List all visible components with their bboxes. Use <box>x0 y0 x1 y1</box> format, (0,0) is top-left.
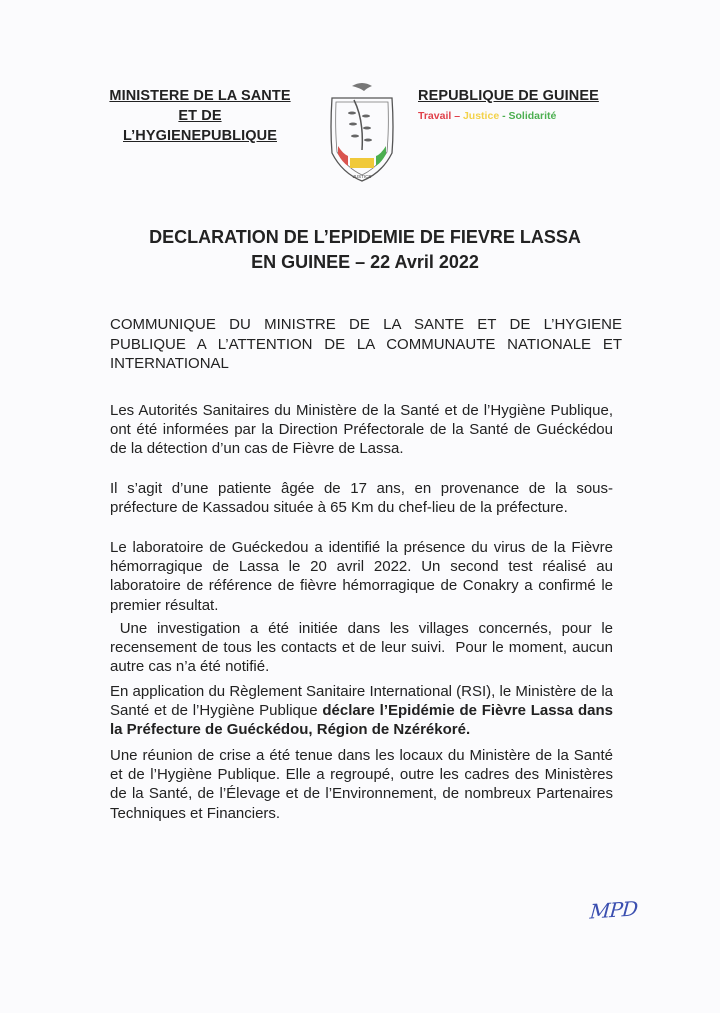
motto-separator: – <box>451 110 463 122</box>
motto-justice: Justice <box>462 110 500 122</box>
communique-heading: COMMUNIQUE DU MINISTRE DE LA SANTE ET DE L’HYGIENE PUBLIQUE A L’ATTENTION DE LA COMMUNAUTE NATIONALE ET INTERNATIONAL <box>110 316 622 372</box>
ministry-name <box>100 86 300 146</box>
paragraph-2: Il s’agit d’une patiente âgée de 17 ans, en provenance de la sous-préfecture de Kassadou située à 65 Km du chef-lieu de la préfecture. <box>110 480 613 517</box>
paragraph-5-text: En application du Règlement Sanitaire International (RSI), le Ministère de la Santé et de l’Hygiène Publique <box>110 683 613 720</box>
paragraph-6: Une réunion de crise a été tenue dans les locaux du Ministère de la Santé et de l’Hygiène Publique. Elle a regroupé, outre les cadres des Ministères de la Santé, de l’Élevage et de l’Environnement, de nombreux Partenaires Techniques et Financiers. <box>110 747 613 822</box>
motto-solidarite: Solidarité <box>508 110 557 122</box>
motto-separator: - <box>499 110 509 122</box>
paragraph-5-declaration: déclare l’Epidémie de Fièvre Lassa dans la Préfecture de Guéckédou, Région de Nzérékoré. <box>110 702 614 739</box>
national-motto <box>418 110 556 122</box>
document-title <box>60 225 670 275</box>
paragraph-3: Le laboratoire de Guéckedou a identifié la présence du virus de la Fièvre hémorragique de Lassa le 20 avril 2022. Un second test réalisé au laboratoire de référence de fièvre hémorragique de Conakry a confirmé le premier résultat. <box>110 539 613 614</box>
handwritten-initials-signature: MPD <box>588 896 639 924</box>
paragraph-5 <box>110 682 613 740</box>
ministry-line2: ET DE L’HYGIENEPUBLIQUE <box>123 108 277 144</box>
paragraph-4: Une investigation a été initiée dans les villages concernés, pour le recensement de tous les contacts et de leur suivi. Pour le moment, aucun autre cas n’a été notifié. <box>110 620 618 676</box>
republic-name: REPUBLIQUE DE GUINEE <box>418 88 599 104</box>
ministry-line1: MINISTERE DE LA SANTE <box>109 88 291 104</box>
title-line2: EN GUINEE – 22 Avril 2022 <box>251 252 479 272</box>
title-line1: DECLARATION DE L’EPIDEMIE DE FIEVRE LASSA <box>149 227 581 247</box>
motto-travail: Travail <box>418 110 452 122</box>
svg-text:JUSTICE: JUSTICE <box>352 174 372 179</box>
paragraph-1: Les Autorités Sanitaires du Ministère de la Santé et de l’Hygiène Publique, ont été informées par la Direction Préfectorale de la Santé de Guéckédou de la détection d’un cas de Fièvre de Lassa. <box>110 402 613 458</box>
guinea-coat-of-arms-emblem <box>322 78 402 186</box>
